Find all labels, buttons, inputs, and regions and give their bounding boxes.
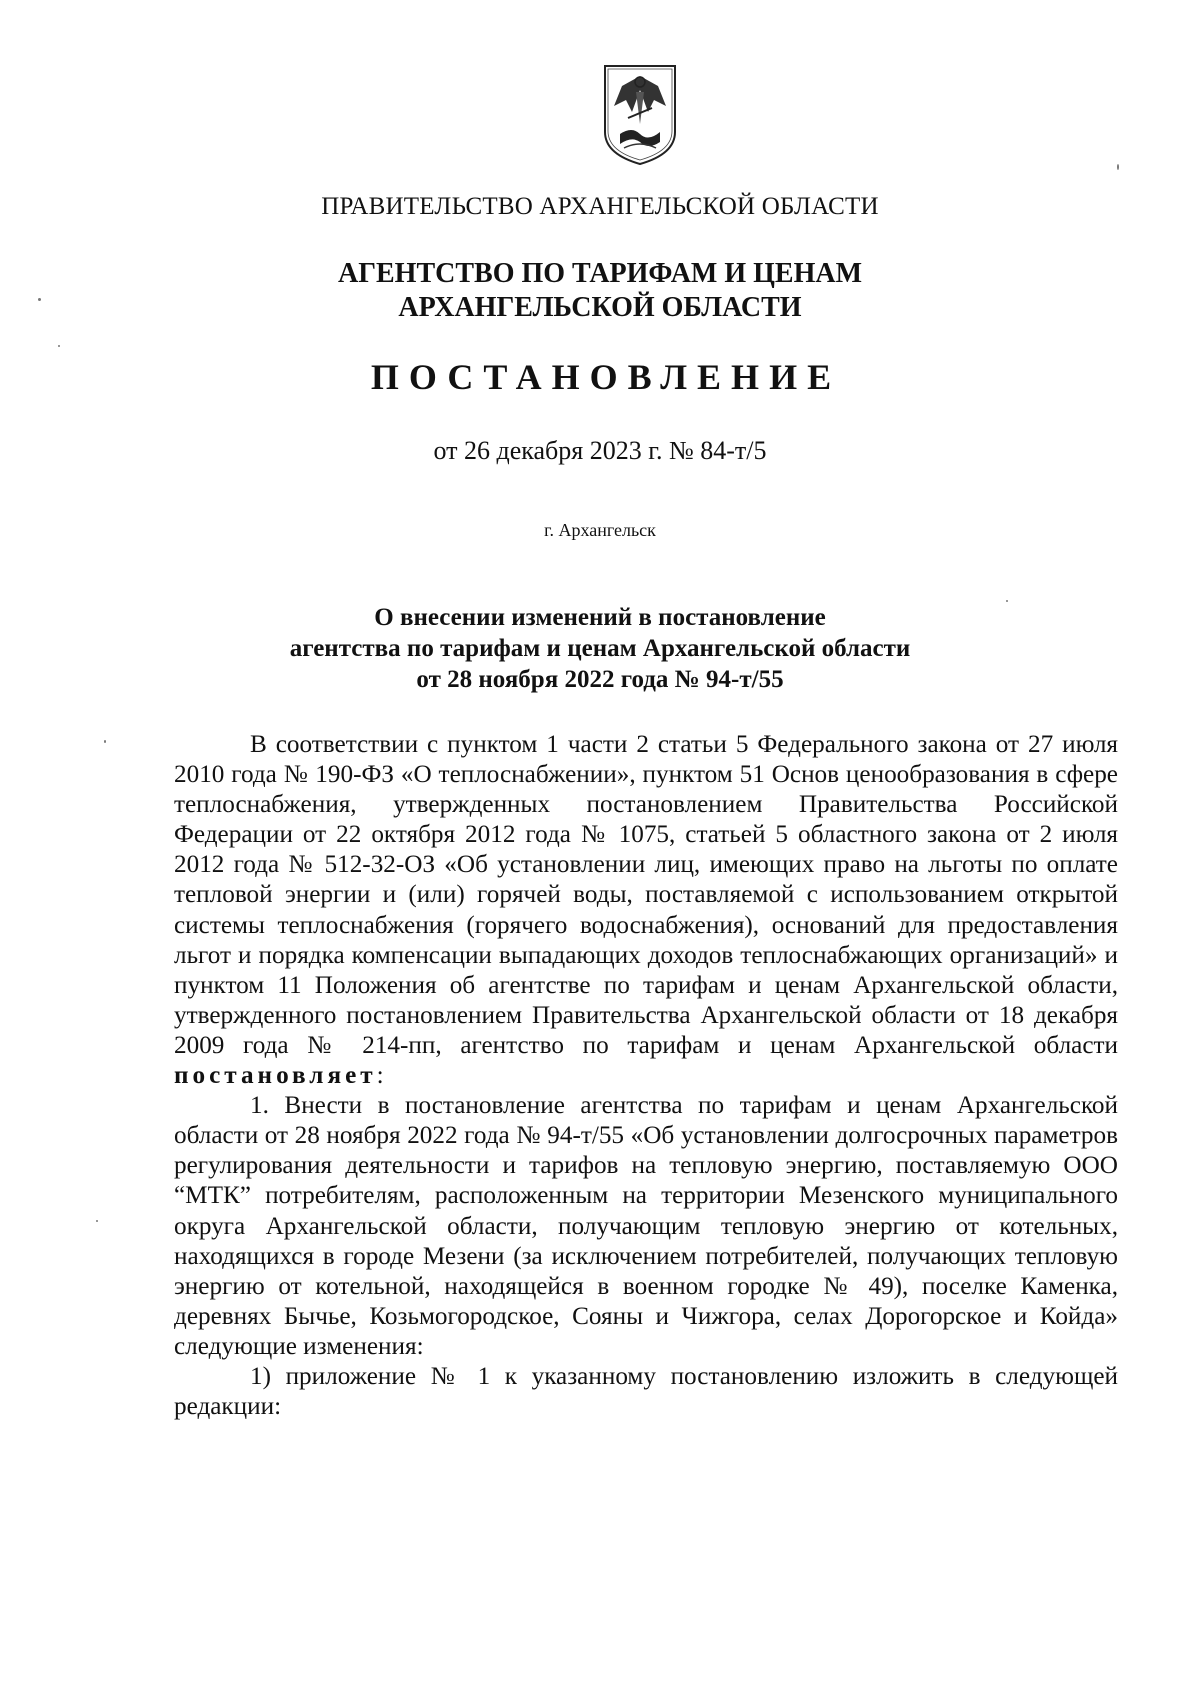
government-name: ПРАВИТЕЛЬСТВО АРХАНГЕЛЬСКОЙ ОБЛАСТИ <box>321 193 879 220</box>
document-date-number: от 26 декабря 2023 г. № 84-т/5 <box>433 436 767 465</box>
subject-line2: агентства по тарифам и ценам Архангельской области <box>289 635 911 662</box>
subject-line1: О внесении изменений в постановление <box>374 604 826 631</box>
scan-speck <box>104 740 106 743</box>
subject-line3: от 28 ноября 2022 года № 94-т/55 <box>416 666 784 693</box>
preamble-text: В соответствии с пунктом 1 части 2 статьи 5 Федерального закона от 27 июля 2010 года № 190-ФЗ «О теплоснабжении», пунктом 51 Основ ценообразования в сфере теплоснабжения, утвержденных постановлением Правительства Российской Федерации от 22 октября 2012 года № 1075, статьей 5 областного закона от 2 июля 2012 года № 512-32-ОЗ «Об установлении лиц, имеющих право на льготы по оплате тепловой энергии и (или) горячей воды, поставляемой с использованием открытой системы теплоснабжения (горячего водоснабжения), оснований для предоставления льгот и порядка компенсации выпадающих доходов теплоснабжающих организаций» и пунктом 11 Положения об агентстве по тарифам и ценам Архангельской области, утвержденного постановлением Правительства Архангельской области от 18 декабря 2009 года № 214-пп, агентство по тарифам и ценам Архангельской области <box>174 731 1118 1059</box>
preamble-end: : <box>376 1062 384 1090</box>
agency-name-line2: АРХАНГЕЛЬСКОЙ ОБЛАСТИ <box>398 292 802 323</box>
scan-speck <box>1006 600 1008 602</box>
scan-speck <box>1117 164 1119 170</box>
scan-speck <box>96 1220 98 1222</box>
document-city: г. Архангельск <box>544 520 656 540</box>
resolve-verb: постановляет <box>174 1062 377 1090</box>
paragraph-item-1: 1. Внести в постановление агентства по тарифам и ценам Архангельской области от 28 ноября 2022 года № 94-т/55 «Об установлении долгосрочных параметров регулирования деятельности и тарифов на тепловую энергию, поставляемую ООО “МТК” потребителям, расположенным на территории Мезенского муниципального округа Архангельской области, получающим тепловую энергию от котельных, находящихся в городе Мезени (за исключением потребителей, получающих тепловую энергию от котельной, находящейся в военном городке № 49), поселке Каменка, деревнях Бычье, Козьмогородское, Сояны и Чижгора, селах Дорогорское и Койда» следующие изменения: <box>174 1092 1118 1360</box>
paragraph-preamble <box>174 730 1118 1091</box>
scan-speck <box>38 298 41 301</box>
agency-name <box>0 257 1200 325</box>
scan-speck <box>58 345 60 347</box>
document-body <box>174 730 1118 1422</box>
document-type: ПОСТАНОВЛЕНИЕ <box>370 357 842 397</box>
document-subject <box>0 602 1200 695</box>
coat-of-arms-icon <box>602 62 678 166</box>
agency-name-line1: АГЕНТСТВО ПО ТАРИФАМ И ЦЕНАМ <box>337 258 863 289</box>
paragraph-subitem-1: 1) приложение № 1 к указанному постановлению изложить в следующей редакции: <box>174 1362 1118 1421</box>
